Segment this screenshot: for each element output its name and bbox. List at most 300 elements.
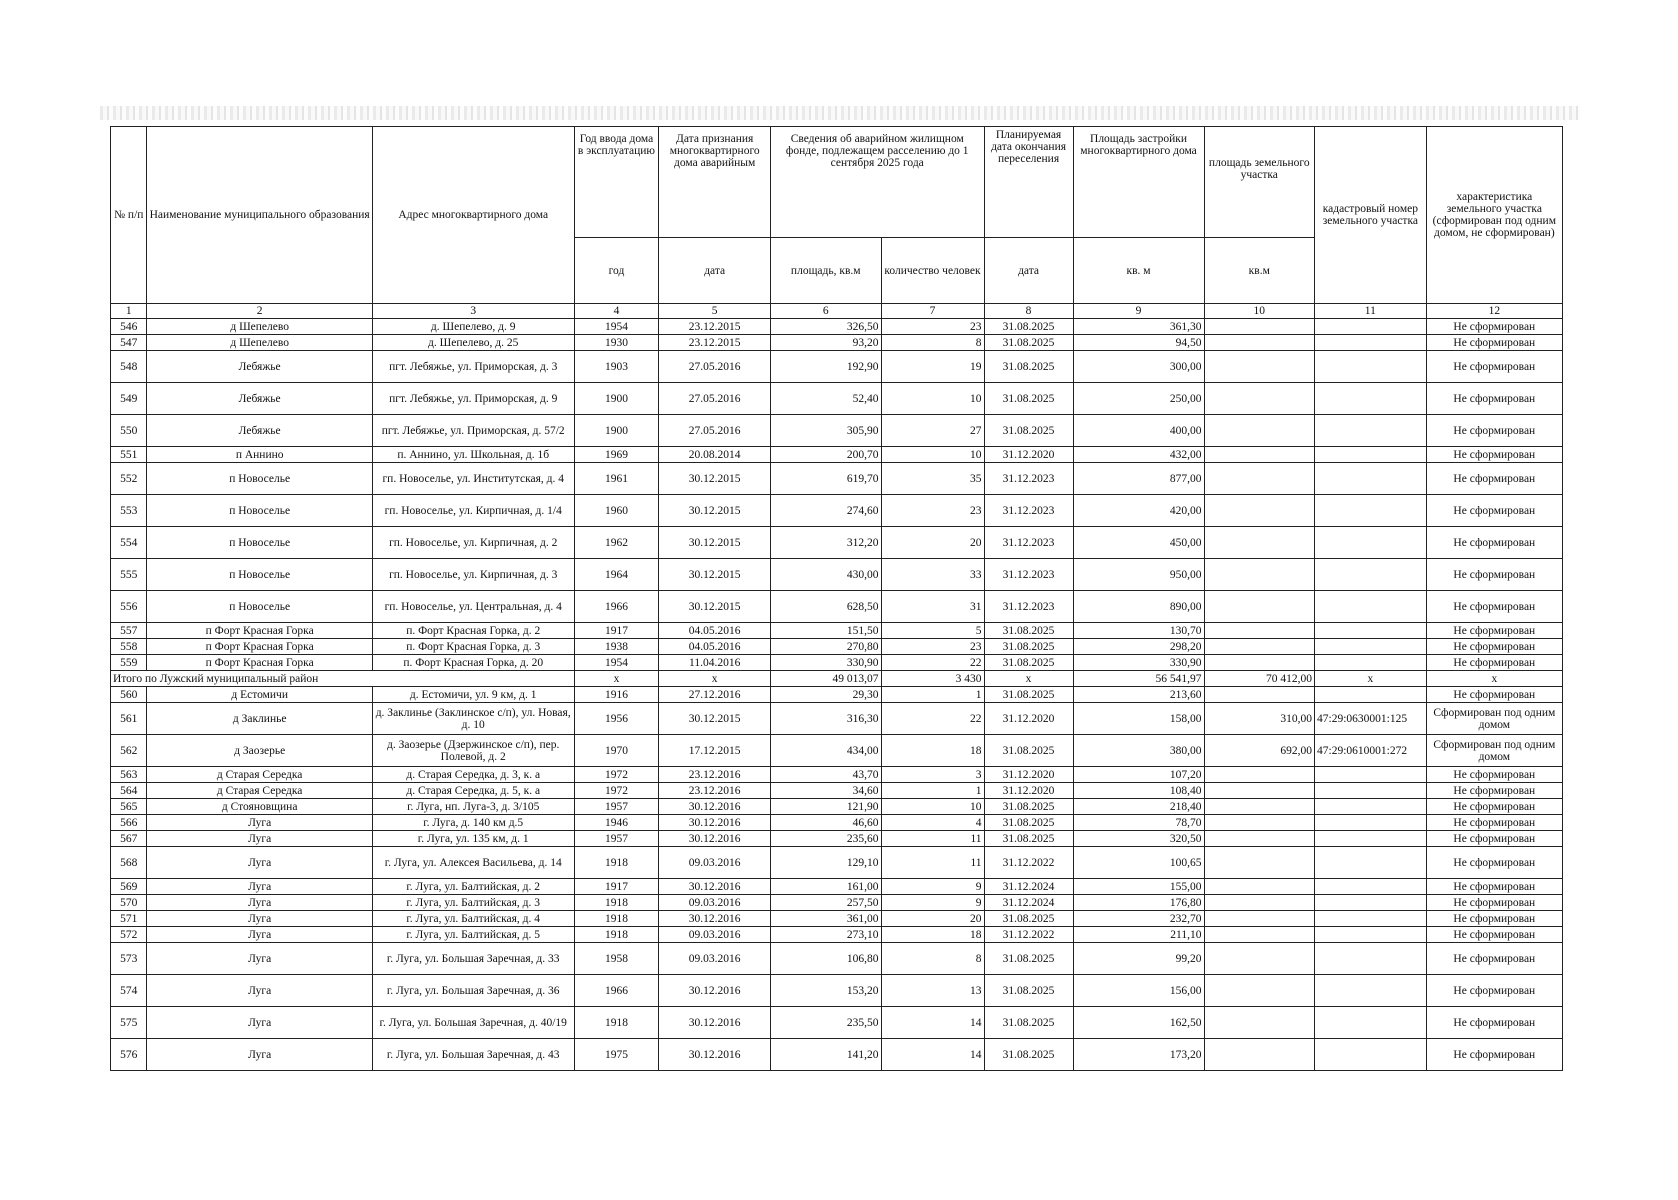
table-row [111, 831, 1563, 847]
municipality-cell: п Новоселье [147, 527, 372, 559]
people-cell: 11 [881, 831, 984, 847]
address-cell: д. Естомичи, ул. 9 км, д. 1 [372, 687, 574, 703]
year-cell: 1917 [574, 623, 659, 639]
table-row [111, 527, 1563, 559]
address-cell: г. Луга, ул. Балтийская, д. 4 [372, 911, 574, 927]
planned-date-cell: 31.12.2023 [984, 527, 1073, 559]
cadastral-cell [1315, 911, 1427, 927]
municipality-cell: Луга [147, 927, 372, 943]
building-area-cell: 400,00 [1073, 415, 1204, 447]
area-cell: 34,60 [770, 783, 881, 799]
land-char-cell: Не сформирован [1426, 415, 1562, 447]
subheader-people: количество человек [881, 238, 984, 304]
table-body [111, 319, 1563, 1071]
year-cell: 1969 [574, 447, 659, 463]
year-cell: 1964 [574, 559, 659, 591]
land-char-cell: Не сформирован [1426, 463, 1562, 495]
land-char-cell: Не сформирован [1426, 495, 1562, 527]
total-planned-date-cell: х [984, 671, 1073, 687]
table-row [111, 623, 1563, 639]
col-num: 8 [984, 304, 1073, 319]
header-address: Адрес многоквартирного дома [372, 127, 574, 304]
building-area-cell: 320,50 [1073, 831, 1204, 847]
planned-date-cell: 31.08.2025 [984, 383, 1073, 415]
year-cell: 1946 [574, 815, 659, 831]
cadastral-cell [1315, 383, 1427, 415]
address-cell: п. Форт Красная Горка, д. 3 [372, 639, 574, 655]
area-cell: 330,90 [770, 655, 881, 671]
building-area-cell: 173,20 [1073, 1039, 1204, 1071]
building-area-cell: 176,80 [1073, 895, 1204, 911]
address-cell: г. Луга, ул. Балтийская, д. 2 [372, 879, 574, 895]
planned-date-cell: 31.12.2023 [984, 463, 1073, 495]
planned-date-cell: 31.08.2025 [984, 943, 1073, 975]
col-num: 6 [770, 304, 881, 319]
planned-date-cell: 31.08.2025 [984, 687, 1073, 703]
municipality-cell: д Естомичи [147, 687, 372, 703]
planned-date-cell: 31.12.2020 [984, 703, 1073, 735]
cadastral-cell [1315, 687, 1427, 703]
planned-date-cell: 31.12.2024 [984, 895, 1073, 911]
land-area-cell [1204, 799, 1315, 815]
land-area-cell [1204, 527, 1315, 559]
land-char-cell: Не сформирован [1426, 767, 1562, 783]
table-row [111, 703, 1563, 735]
people-cell: 8 [881, 335, 984, 351]
area-cell: 93,20 [770, 335, 881, 351]
area-cell: 151,50 [770, 623, 881, 639]
col-num: 10 [1204, 304, 1315, 319]
building-area-cell: 361,30 [1073, 319, 1204, 335]
col-num: 5 [659, 304, 771, 319]
land-area-cell [1204, 783, 1315, 799]
table-row [111, 351, 1563, 383]
area-cell: 326,50 [770, 319, 881, 335]
address-cell: д. Старая Середка, д. 5, к. а [372, 783, 574, 799]
table-row [111, 383, 1563, 415]
total-land-area-cell: 70 412,00 [1204, 671, 1315, 687]
planned-date-cell: 31.08.2025 [984, 1007, 1073, 1039]
address-cell: д. Шепелево, д. 9 [372, 319, 574, 335]
planned-date-cell: 31.12.2020 [984, 767, 1073, 783]
cadastral-cell [1315, 815, 1427, 831]
land-area-cell: 692,00 [1204, 735, 1315, 767]
table-row [111, 895, 1563, 911]
emergency-date-cell: 30.12.2015 [659, 463, 771, 495]
land-area-cell [1204, 831, 1315, 847]
building-area-cell: 420,00 [1073, 495, 1204, 527]
scan-noise-band [100, 106, 1580, 120]
emergency-date-cell: 30.12.2015 [659, 527, 771, 559]
area-cell: 141,20 [770, 1039, 881, 1071]
land-char-cell: Не сформирован [1426, 383, 1562, 415]
table-row [111, 447, 1563, 463]
building-area-cell: 298,20 [1073, 639, 1204, 655]
emergency-date-cell: 27.05.2016 [659, 415, 771, 447]
people-cell: 14 [881, 1039, 984, 1071]
people-cell: 23 [881, 495, 984, 527]
municipality-cell: п Форт Красная Горка [147, 639, 372, 655]
land-char-cell: Не сформирован [1426, 687, 1562, 703]
people-cell: 13 [881, 975, 984, 1007]
header-land-area: площадь земельного участка [1204, 127, 1315, 238]
area-cell: 316,30 [770, 703, 881, 735]
row-num: 561 [111, 703, 147, 735]
col-num: 2 [147, 304, 372, 319]
address-cell: пгт. Лебяжье, ул. Приморская, д. 57/2 [372, 415, 574, 447]
land-area-cell [1204, 895, 1315, 911]
land-area-cell [1204, 927, 1315, 943]
emergency-date-cell: 04.05.2016 [659, 623, 771, 639]
area-cell: 52,40 [770, 383, 881, 415]
land-area-cell [1204, 767, 1315, 783]
municipality-cell: Лебяжье [147, 351, 372, 383]
total-cadastral-cell: х [1315, 671, 1427, 687]
people-cell: 10 [881, 383, 984, 415]
land-char-cell: Не сформирован [1426, 975, 1562, 1007]
year-cell: 1961 [574, 463, 659, 495]
emergency-date-cell: 30.12.2016 [659, 831, 771, 847]
people-cell: 22 [881, 703, 984, 735]
emergency-date-cell: 30.12.2015 [659, 495, 771, 527]
cadastral-cell [1315, 351, 1427, 383]
table-row [111, 847, 1563, 879]
year-cell: 1918 [574, 1007, 659, 1039]
area-cell: 121,90 [770, 799, 881, 815]
table-row [111, 687, 1563, 703]
emergency-date-cell: 27.05.2016 [659, 383, 771, 415]
planned-date-cell: 31.08.2025 [984, 831, 1073, 847]
area-cell: 235,50 [770, 1007, 881, 1039]
cadastral-cell: 47:29:0630001:125 [1315, 703, 1427, 735]
table-row [111, 927, 1563, 943]
cadastral-cell [1315, 591, 1427, 623]
row-num: 575 [111, 1007, 147, 1039]
address-cell: п. Форт Красная Горка, д. 2 [372, 623, 574, 639]
area-cell: 129,10 [770, 847, 881, 879]
subheader-kvm: кв. м [1073, 238, 1204, 304]
emergency-date-cell: 20.08.2014 [659, 447, 771, 463]
municipality-cell: Луга [147, 895, 372, 911]
building-area-cell: 158,00 [1073, 703, 1204, 735]
total-label: Итого по Лужский муниципальный район [111, 671, 575, 687]
cadastral-cell [1315, 879, 1427, 895]
planned-date-cell: 31.12.2022 [984, 927, 1073, 943]
emergency-date-cell: 30.12.2016 [659, 1039, 771, 1071]
cadastral-cell [1315, 559, 1427, 591]
column-number-row [111, 304, 1563, 319]
people-cell: 1 [881, 687, 984, 703]
land-char-cell: Не сформирован [1426, 447, 1562, 463]
area-cell: 153,20 [770, 975, 881, 1007]
area-cell: 434,00 [770, 735, 881, 767]
area-cell: 161,00 [770, 879, 881, 895]
municipality-cell: п Аннино [147, 447, 372, 463]
area-cell: 192,90 [770, 351, 881, 383]
people-cell: 9 [881, 879, 984, 895]
cadastral-cell [1315, 895, 1427, 911]
address-cell: гп. Новоселье, ул. Центральная, д. 4 [372, 591, 574, 623]
emergency-date-cell: 23.12.2015 [659, 335, 771, 351]
table-row [111, 815, 1563, 831]
subheader-area: площадь, кв.м [770, 238, 881, 304]
header-planned-date: Планируемая дата окончания переселения [984, 127, 1073, 238]
year-cell: 1957 [574, 831, 659, 847]
area-cell: 273,10 [770, 927, 881, 943]
row-num: 568 [111, 847, 147, 879]
building-area-cell: 432,00 [1073, 447, 1204, 463]
people-cell: 11 [881, 847, 984, 879]
land-char-cell: Не сформирован [1426, 655, 1562, 671]
table-row [111, 495, 1563, 527]
planned-date-cell: 31.12.2024 [984, 879, 1073, 895]
building-area-cell: 108,40 [1073, 783, 1204, 799]
land-area-cell [1204, 383, 1315, 415]
row-num: 563 [111, 767, 147, 783]
emergency-date-cell: 30.12.2016 [659, 975, 771, 1007]
land-area-cell [1204, 319, 1315, 335]
people-cell: 22 [881, 655, 984, 671]
municipality-cell: д Заклинье [147, 703, 372, 735]
address-cell: г. Луга, д. 140 км д.5 [372, 815, 574, 831]
area-cell: 274,60 [770, 495, 881, 527]
municipality-cell: Луга [147, 911, 372, 927]
land-char-cell: Не сформирован [1426, 335, 1562, 351]
land-area-cell [1204, 559, 1315, 591]
municipality-cell: д Старая Середка [147, 783, 372, 799]
address-cell: пгт. Лебяжье, ул. Приморская, д. 9 [372, 383, 574, 415]
land-area-cell [1204, 495, 1315, 527]
year-cell: 1957 [574, 799, 659, 815]
building-area-cell: 380,00 [1073, 735, 1204, 767]
municipality-cell: Луга [147, 831, 372, 847]
land-char-cell: Не сформирован [1426, 927, 1562, 943]
row-num: 550 [111, 415, 147, 447]
land-char-cell: Не сформирован [1426, 783, 1562, 799]
area-cell: 200,70 [770, 447, 881, 463]
area-cell: 312,20 [770, 527, 881, 559]
emergency-date-cell: 09.03.2016 [659, 895, 771, 911]
cadastral-cell [1315, 783, 1427, 799]
year-cell: 1918 [574, 927, 659, 943]
land-area-cell [1204, 1007, 1315, 1039]
building-area-cell: 877,00 [1073, 463, 1204, 495]
land-char-cell: Не сформирован [1426, 1007, 1562, 1039]
municipality-cell: п Новоселье [147, 591, 372, 623]
planned-date-cell: 31.08.2025 [984, 335, 1073, 351]
land-char-cell: Не сформирован [1426, 831, 1562, 847]
year-cell: 1954 [574, 319, 659, 335]
area-cell: 106,80 [770, 943, 881, 975]
area-cell: 46,60 [770, 815, 881, 831]
row-num: 574 [111, 975, 147, 1007]
col-num: 7 [881, 304, 984, 319]
table-row [111, 415, 1563, 447]
area-cell: 361,00 [770, 911, 881, 927]
row-num: 567 [111, 831, 147, 847]
year-cell: 1972 [574, 767, 659, 783]
area-cell: 235,60 [770, 831, 881, 847]
building-area-cell: 950,00 [1073, 559, 1204, 591]
col-num: 11 [1315, 304, 1427, 319]
land-area-cell [1204, 687, 1315, 703]
cadastral-cell [1315, 943, 1427, 975]
year-cell: 1917 [574, 879, 659, 895]
address-cell: г. Луга, ул. Большая Заречная, д. 33 [372, 943, 574, 975]
people-cell: 27 [881, 415, 984, 447]
planned-date-cell: 31.08.2025 [984, 911, 1073, 927]
year-cell: 1966 [574, 975, 659, 1007]
cadastral-cell [1315, 447, 1427, 463]
people-cell: 19 [881, 351, 984, 383]
total-building-area-cell: 56 541,97 [1073, 671, 1204, 687]
table-row [111, 767, 1563, 783]
area-cell: 270,80 [770, 639, 881, 655]
row-num: 573 [111, 943, 147, 975]
land-char-cell: Сформирован под одним домом [1426, 703, 1562, 735]
emergency-date-cell: 27.05.2016 [659, 351, 771, 383]
municipality-cell: Луга [147, 815, 372, 831]
row-num: 548 [111, 351, 147, 383]
area-cell: 257,50 [770, 895, 881, 911]
planned-date-cell: 31.08.2025 [984, 1039, 1073, 1071]
row-num: 559 [111, 655, 147, 671]
building-area-cell: 162,50 [1073, 1007, 1204, 1039]
row-num: 556 [111, 591, 147, 623]
area-cell: 430,00 [770, 559, 881, 591]
people-cell: 14 [881, 1007, 984, 1039]
people-cell: 31 [881, 591, 984, 623]
year-cell: 1954 [574, 655, 659, 671]
emergency-date-cell: 30.12.2015 [659, 703, 771, 735]
cadastral-cell [1315, 975, 1427, 1007]
planned-date-cell: 31.12.2020 [984, 447, 1073, 463]
address-cell: пгт. Лебяжье, ул. Приморская, д. 3 [372, 351, 574, 383]
cadastral-cell: 47:29:0610001:272 [1315, 735, 1427, 767]
cadastral-cell [1315, 415, 1427, 447]
cadastral-cell [1315, 927, 1427, 943]
header-building-area: Площадь застройки многоквартирного дома [1073, 127, 1204, 238]
planned-date-cell: 31.08.2025 [984, 415, 1073, 447]
year-cell: 1960 [574, 495, 659, 527]
people-cell: 18 [881, 927, 984, 943]
row-num: 552 [111, 463, 147, 495]
building-area-cell: 99,20 [1073, 943, 1204, 975]
subheader-kvm2: кв.м [1204, 238, 1315, 304]
people-cell: 10 [881, 447, 984, 463]
address-cell: г. Луга, ул. 135 км, д. 1 [372, 831, 574, 847]
year-cell: 1956 [574, 703, 659, 735]
row-num: 557 [111, 623, 147, 639]
emergency-date-cell: 27.12.2016 [659, 687, 771, 703]
emergency-date-cell: 23.12.2016 [659, 767, 771, 783]
address-cell: п. Аннино, ул. Школьная, д. 1б [372, 447, 574, 463]
row-num: 572 [111, 927, 147, 943]
land-area-cell [1204, 415, 1315, 447]
municipality-cell: п Новоселье [147, 463, 372, 495]
row-num: 571 [111, 911, 147, 927]
land-char-cell: Не сформирован [1426, 623, 1562, 639]
planned-date-cell: 31.08.2025 [984, 975, 1073, 1007]
municipality-cell: Луга [147, 975, 372, 1007]
cadastral-cell [1315, 655, 1427, 671]
municipality-cell: д Стояновщина [147, 799, 372, 815]
building-area-cell: 155,00 [1073, 879, 1204, 895]
cadastral-cell [1315, 623, 1427, 639]
land-area-cell [1204, 447, 1315, 463]
land-area-cell: 310,00 [1204, 703, 1315, 735]
table-row [111, 319, 1563, 335]
building-area-cell: 450,00 [1073, 527, 1204, 559]
land-char-cell: Не сформирован [1426, 319, 1562, 335]
total-area-cell: 49 013,07 [770, 671, 881, 687]
row-num: 555 [111, 559, 147, 591]
planned-date-cell: 31.08.2025 [984, 655, 1073, 671]
cadastral-cell [1315, 319, 1427, 335]
table-row [111, 879, 1563, 895]
area-cell: 628,50 [770, 591, 881, 623]
planned-date-cell: 31.08.2025 [984, 735, 1073, 767]
emergency-date-cell: 09.03.2016 [659, 943, 771, 975]
emergency-housing-table [110, 126, 1563, 1071]
row-num: 576 [111, 1039, 147, 1071]
row-num: 560 [111, 687, 147, 703]
planned-date-cell: 31.12.2023 [984, 591, 1073, 623]
subheader-date: дата [659, 238, 771, 304]
area-cell: 305,90 [770, 415, 881, 447]
municipality-cell: Луга [147, 943, 372, 975]
cadastral-cell [1315, 831, 1427, 847]
building-area-cell: 94,50 [1073, 335, 1204, 351]
land-char-cell: Не сформирован [1426, 1039, 1562, 1071]
header-num: № п/п [111, 127, 147, 304]
people-cell: 4 [881, 815, 984, 831]
row-num: 549 [111, 383, 147, 415]
people-cell: 1 [881, 783, 984, 799]
year-cell: 1918 [574, 895, 659, 911]
address-cell: г. Луга, ул. Большая Заречная, д. 43 [372, 1039, 574, 1071]
col-num: 1 [111, 304, 147, 319]
municipality-cell: Луга [147, 1007, 372, 1039]
municipality-cell: п Форт Красная Горка [147, 623, 372, 639]
cadastral-cell [1315, 847, 1427, 879]
people-cell: 23 [881, 639, 984, 655]
municipality-cell: п Новоселье [147, 559, 372, 591]
year-cell: 1966 [574, 591, 659, 623]
building-area-cell: 130,70 [1073, 623, 1204, 639]
cadastral-cell [1315, 527, 1427, 559]
municipality-cell: Лебяжье [147, 415, 372, 447]
land-area-cell [1204, 463, 1315, 495]
emergency-date-cell: 17.12.2015 [659, 735, 771, 767]
land-char-cell: Не сформирован [1426, 351, 1562, 383]
planned-date-cell: 31.08.2025 [984, 623, 1073, 639]
col-num: 12 [1426, 304, 1562, 319]
land-area-cell [1204, 975, 1315, 1007]
building-area-cell: 156,00 [1073, 975, 1204, 1007]
municipality-cell: д Шепелево [147, 319, 372, 335]
people-cell: 23 [881, 319, 984, 335]
subheader-date2: дата [984, 238, 1073, 304]
header-cadastral: кадастровый номер земельного участка [1315, 127, 1427, 304]
row-num: 569 [111, 879, 147, 895]
row-num: 566 [111, 815, 147, 831]
land-char-cell: Не сформирован [1426, 879, 1562, 895]
emergency-date-cell: 30.12.2016 [659, 799, 771, 815]
emergency-date-cell: 04.05.2016 [659, 639, 771, 655]
area-cell: 43,70 [770, 767, 881, 783]
cadastral-cell [1315, 335, 1427, 351]
